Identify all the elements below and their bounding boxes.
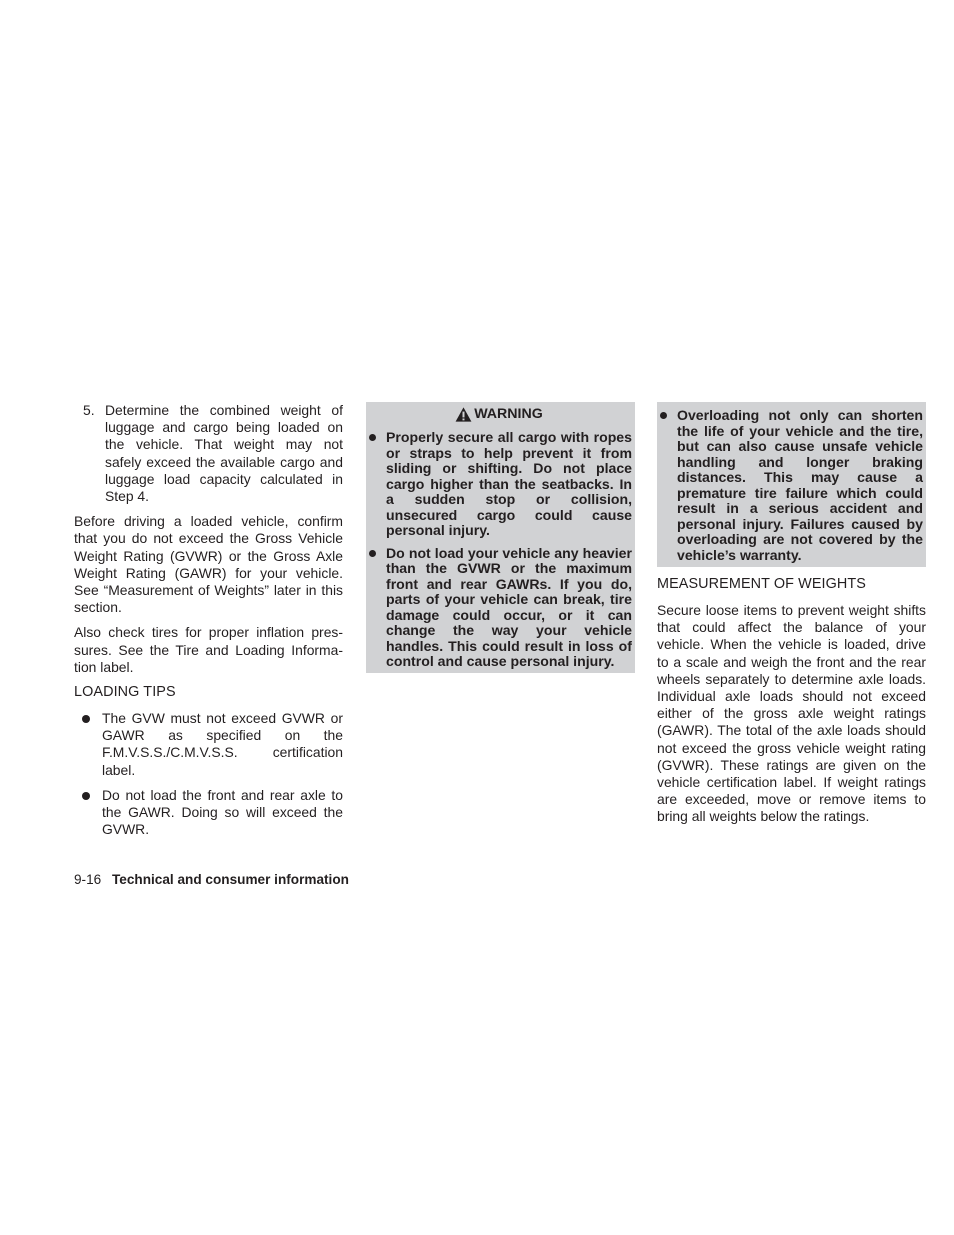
step-number: 5. [83,402,95,418]
gvwr-confirm-paragraph: Before driving a loaded vehicle, confirm that you do not exceed the Gross Vehicle Weight Rating (GVWR) or the Gross Axle Weight Rating (GAWR) for your vehicle. See “Measurement of Weights” later in this section. [74,513,343,616]
warning-item [366,430,632,539]
measurement-paragraph: Secure loose items to prevent weight shifts that could affect the balance of your vehicle. When the vehicle is loaded, drive to a scale and weigh the front and the rear wheels separately to determine axle loads. Individual axle loads should not exceed either of the gross axle weight ratings (GAWR). The total of the axle loads should not exceed the gross vehicle weight rating (GVWR). These ratings are given on the vehicle certification label. If weight ratings are exceeded, move or remove items to bring all weights below the ratings. [657,602,926,825]
numbered-step-5 [74,402,343,505]
list-item [74,787,343,839]
warning-triangle-icon [455,407,472,422]
warning-item [366,546,632,670]
column-middle [366,402,635,673]
measurement-heading: MEASUREMENT OF WEIGHTS [657,576,867,592]
warning-box-continued [657,402,926,567]
warning-title [366,406,632,423]
step-text: Determine the combined weight of luggage and cargo being loaded on the vehicle. That weight may not safely exceed the available cargo and luggage load capacity calculated in Step 4. [105,402,343,505]
bullet-dot-icon [369,550,376,557]
tire-inflation-paragraph: Also check tires for proper inflation pressures. See the Tire and Loading Information label. [74,624,343,675]
column-left [74,402,343,846]
list-item-text: Do not load the front and rear axle to the GAWR. Doing so will exceed the GVWR. [102,786,343,838]
bullet-dot-icon [82,715,90,723]
warning-box [366,402,635,673]
list-item [74,710,343,779]
warning-item [657,408,923,563]
loading-tips-heading: LOADING TIPS [74,684,176,701]
warning-title-text: WARNING [474,406,543,422]
page-number: 9-16 [74,872,102,887]
page-footer [74,871,349,888]
list-item-text: The GVW must not exceed GVWR or GAWR as specified on the F.M.V.S.S./C.M.V.S.S. certification label. [102,710,343,778]
warning-item-text: Properly secure all cargo with ropes or straps to help prevent it from sliding or shifting. Do not place cargo higher than the seatbacks. In a sudden stop or collision, unsecured cargo could cause personal injury. [386,429,632,538]
column-right [657,402,926,826]
bullet-dot-icon [369,434,376,441]
warning-item-text: Overloading not only can shorten the life of your vehicle and the tire, but can also cause unsafe vehicle handling and longer braking distances. This may cause a premature tire failure which could result in a serious accident and personal injury. Failures caused by overloading are not covered by the vehicle’s warranty. [677,407,923,563]
bullet-dot-icon [82,792,90,800]
warning-item-text: Do not load your vehicle any heavier than the GVWR or the maximum front and rear GAWRs. If you do, parts of your vehicle can break, tire damage could occur, or it can change the way your vehicle handles. This could result in loss of control and cause personal injury. [386,544,632,669]
section-title: Technical and consumer information [112,872,349,887]
bullet-dot-icon [660,412,667,419]
